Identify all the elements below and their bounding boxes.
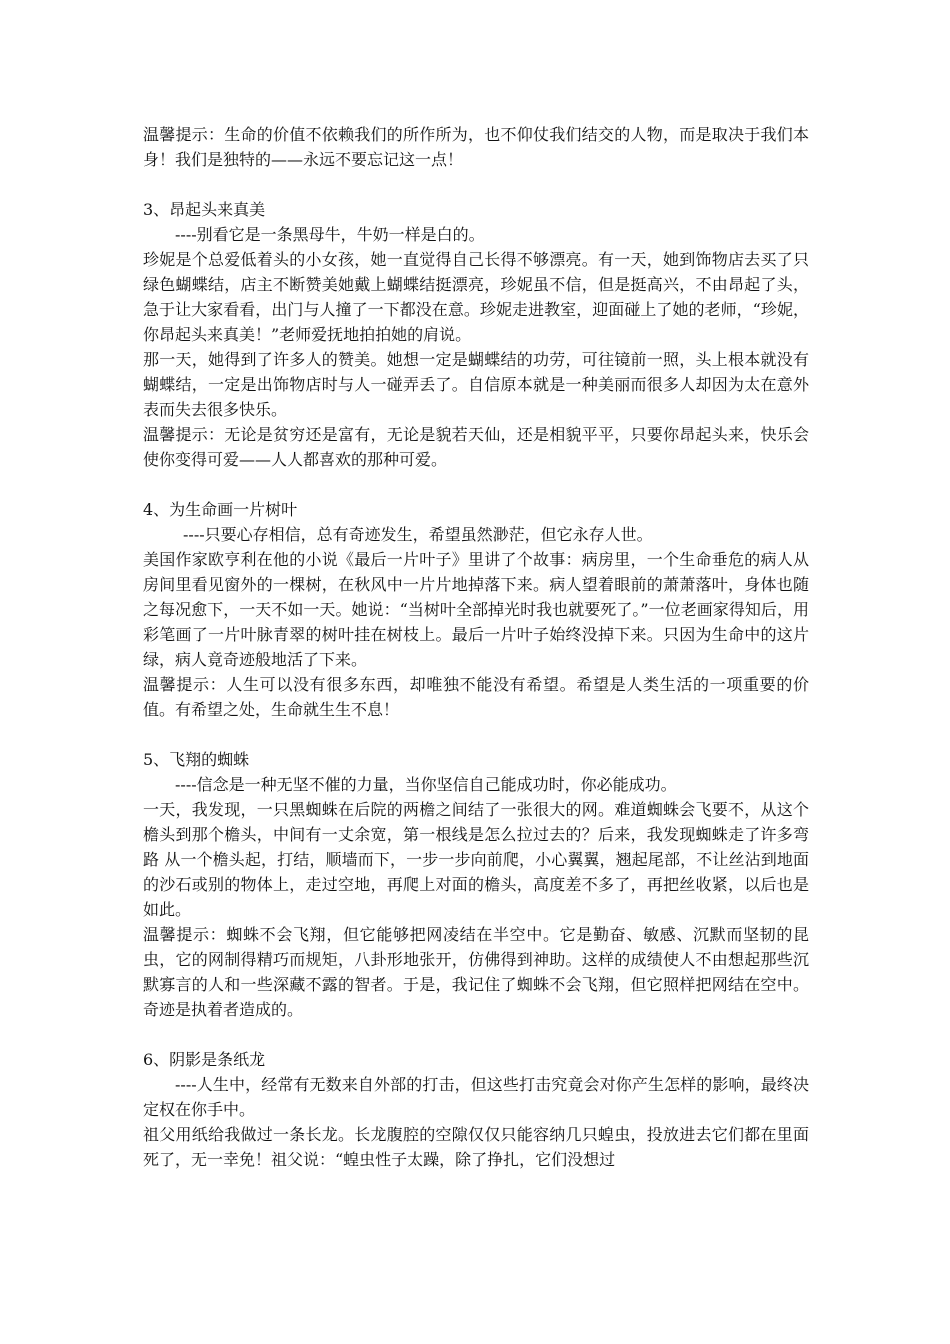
section-3 [143, 197, 809, 472]
intro-tip: 温馨提示：生命的价值不依赖我们的所作所为，也不仰仗我们结交的人物，而是取决于我们本身！我们是独特的——永远不要忘记这一点！ [143, 125, 809, 169]
spacer [143, 1022, 809, 1047]
section-tip: 温馨提示：无论是贫穷还是富有，无论是貌若天仙，还是相貌平平，只要你昂起头来，快乐会使你变得可爱——人人都喜欢的那种可爱。 [143, 425, 809, 469]
section-4 [143, 497, 809, 722]
section-title: 6、阴影是条纸龙 [143, 1050, 266, 1069]
section-6 [143, 1047, 809, 1172]
section-paragraph: 一天，我发现，一只黑蜘蛛在后院的两檐之间结了一张很大的网。难道蜘蛛会飞要不，从这个檐头到那个檐头，中间有一丈余宽，第一根线是怎么拉过去的？后来，我发现蜘蛛走了许多弯路 从一个檐头起，打结，顺墙而下，一步一步向前爬，小心翼翼，翘起尾部，不让丝沾到地面的沙石或别的物体上，走过空地，再爬上对面的檐头，高度差不多了，再把丝收紧，以后也是如此。 [143, 800, 809, 919]
spacer [143, 172, 809, 197]
section-title: 4、为生命画一片树叶 [143, 500, 298, 519]
section-tip: 温馨提示：人生可以没有很多东西，却唯独不能没有希望。希望是人类生活的一项重要的价值。有希望之处，生命就生生不息！ [143, 675, 809, 719]
section-motto: ----只要心存相信，总有奇迹发生，希望虽然渺茫，但它永存人世。 [183, 525, 653, 544]
section-tip: 温馨提示：蜘蛛不会飞翔，但它能够把网凌结在半空中。它是勤奋、敏感、沉默而坚韧的昆虫，它的网制得精巧而规矩，八卦形地张开，仿佛得到神助。这样的成绩使人不由想起那些沉默寡言的人和一些深藏不露的智者。于是，我记住了蜘蛛不会飞翔，但它照样把网结在空中。奇迹是执着者造成的。 [143, 925, 809, 1019]
section-5 [143, 747, 809, 1022]
spacer [143, 722, 809, 747]
section-motto: ----信念是一种无坚不催的力量，当你坚信自己能成功时，你必能成功。 [175, 775, 677, 794]
section-paragraph: 珍妮是个总爱低着头的小女孩，她一直觉得自己长得不够漂亮。有一天，她到饰物店去买了只绿色蝴蝶结，店主不断赞美她戴上蝴蝶结挺漂亮，珍妮虽不信，但是挺高兴，不由昂起了头，急于让大家看看，出门与人撞了一下都没在意。珍妮走进教室，迎面碰上了她的老师，“珍妮，你昂起头来真美！”老师爱抚地拍拍她的肩说。 [143, 250, 809, 344]
section-paragraph: 祖父用纸给我做过一条长龙。长龙腹腔的空隙仅仅只能容纳几只蝗虫，投放进去它们都在里面死了，无一幸免！祖父说：“蝗虫性子太躁，除了挣扎，它们没想过 [143, 1125, 809, 1169]
section-title: 5、飞翔的蜘蛛 [143, 750, 250, 769]
section-motto: ----别看它是一条黑母牛，牛奶一样是白的。 [175, 225, 485, 244]
section-title: 3、昂起头来真美 [143, 200, 266, 219]
document-page [143, 122, 809, 1172]
section-motto: ----人生中，经常有无数来自外部的打击，但这些打击究竟会对你产生怎样的影响，最终决定权在你手中。 [143, 1075, 809, 1119]
section-paragraph: 美国作家欧亨利在他的小说《最后一片叶子》里讲了个故事：病房里，一个生命垂危的病人从房间里看见窗外的一棵树，在秋风中一片片地掉落下来。病人望着眼前的萧萧落叶，身体也随之每况愈下，一天不如一天。她说：“当树叶全部掉光时我也就要死了。”一位老画家得知后，用彩笔画了一片叶脉青翠的树叶挂在树枝上。最后一片叶子始终没掉下来。只因为生命中的这片绿，病人竟奇迹般地活了下来。 [143, 550, 809, 669]
spacer [143, 472, 809, 497]
section-paragraph: 那一天，她得到了许多人的赞美。她想一定是蝴蝶结的功劳，可往镜前一照，头上根本就没有蝴蝶结，一定是出饰物店时与人一碰弄丢了。自信原本就是一种美丽而很多人却因为太在意外表而失去很多快乐。 [143, 350, 809, 419]
